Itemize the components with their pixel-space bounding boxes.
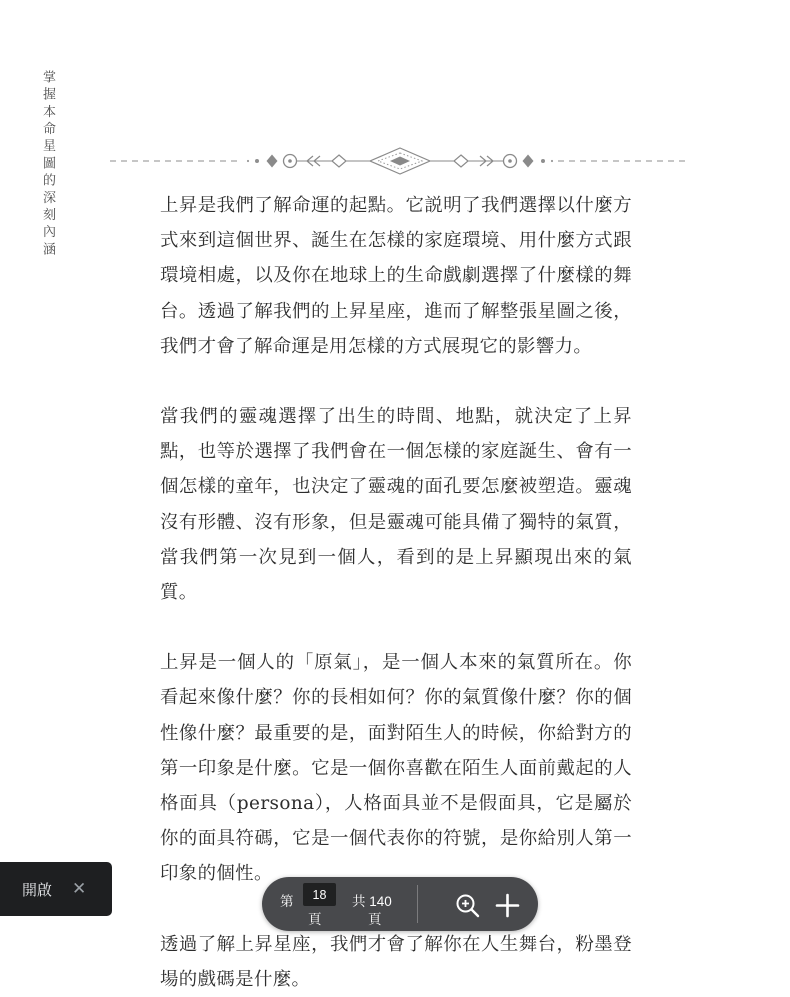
close-icon[interactable]: ✕ <box>72 879 87 898</box>
page-prefix-label: 第 <box>280 894 294 909</box>
paragraph: 透過了解上昇星座，我們才會了解你在人生舞台，粉墨登場的戲碼是什麼。 <box>160 933 632 990</box>
page-number-input[interactable] <box>303 883 336 906</box>
plus-icon[interactable] <box>495 893 520 918</box>
zoom-magnifier-icon[interactable] <box>454 892 481 919</box>
page-unit-label: 頁 <box>308 912 322 927</box>
paragraph: 上昇是我們了解命運的起點。它説明了我們選擇以什麼方式來到這個世界、誕生在怎樣的家庭環境、用什麼方式跟環境相處，以及你在地球上的生命戲劇選擇了什麼樣的舞台。透過了解我們的上昇星座，進而了解整張星圖之後，我們才會了解命運是用怎樣的方式展現它的影響力。 <box>160 195 632 357</box>
toolbar-divider <box>417 885 418 923</box>
page-controls-toolbar <box>262 877 538 931</box>
open-button[interactable]: 開啟 <box>22 879 52 900</box>
total-pages-label: 共 140 <box>352 894 392 909</box>
paragraph: 上昇是一個人的「原氣」，是一個人本來的氣質所在。你看起來像什麼？你的長相如何？你的氣質像什麼？你的個性像什麼？最重要的是，面對陌生人的時候，你給對方的第一印象是什麼。它是一個你喜歡在陌生人面前戴起的人格面具（persona），人格面具並不是假面具，它是屬於你的面具符碼，它是一個代表你的符號，是你給別人第一印象的個性。 <box>160 652 632 885</box>
chapter-side-label: 掌握本命星圖的深刻內涵 <box>40 70 55 260</box>
book-text-column <box>160 188 632 997</box>
snackbar <box>0 862 112 916</box>
total-pages-unit-label: 頁 <box>368 912 382 927</box>
divider-ornament-icon <box>110 146 690 176</box>
ornamental-divider <box>110 146 690 176</box>
paragraph: 當我們的靈魂選擇了出生的時間、地點，就決定了上昇點，也等於選擇了我們會在一個怎樣的家庭誕生、會有一個怎樣的童年，也決定了靈魂的面孔要怎麼被塑造。靈魂沒有形體、沒有形象，但是靈魂可能具備了獨特的氣質，當我們第一次見到一個人，看到的是上昇顯現出來的氣質。 <box>160 406 632 604</box>
